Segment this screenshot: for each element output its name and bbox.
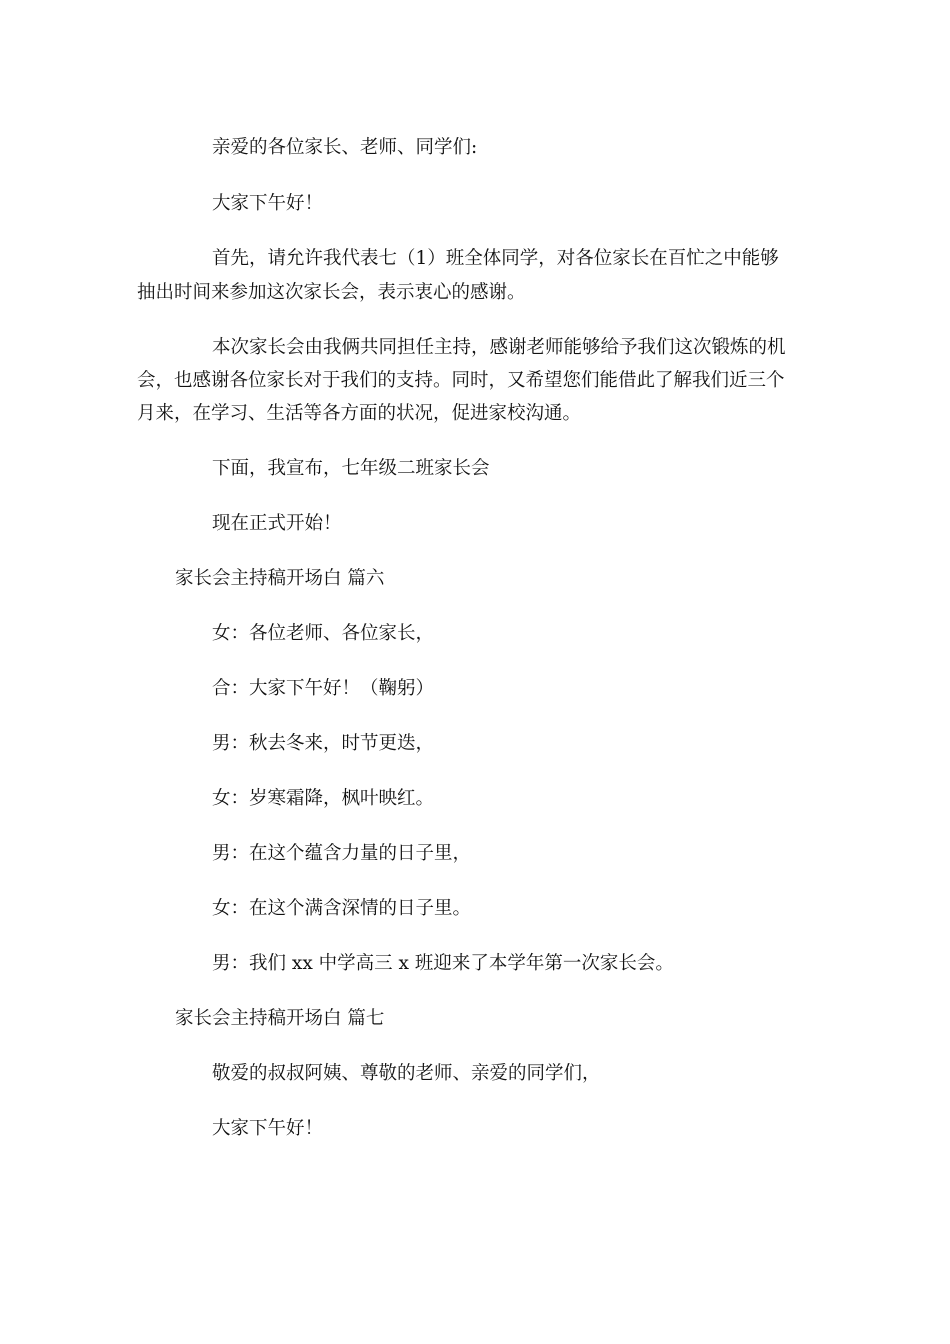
section-heading-7: 家长会主持稿开场白 篇七	[175, 1008, 385, 1029]
dialogue-line: 合：大家下午好！（鞠躬）	[212, 678, 435, 699]
dialogue-line: 女：在这个满含深情的日子里。	[212, 898, 472, 919]
dialogue-line: 女：岁寒霜降，枫叶映红。	[212, 788, 435, 809]
host-paragraph-line-3: 月来，在学习、生活等各方面的状况，促进家校沟通。	[137, 403, 582, 424]
closing-hello: 大家下午好！	[212, 1118, 324, 1139]
host-paragraph-line-2: 会，也感谢各位家长对于我们的支持。同时，又希望您们能借此了解我们近三个	[137, 370, 785, 391]
dialogue-line: 男：在这个蕴含力量的日子里，	[212, 843, 472, 864]
start-text: 现在正式开始！	[212, 513, 342, 534]
thanks-paragraph-line-2: 抽出时间来参加这次家长会，表示衷心的感谢。	[137, 282, 526, 303]
host-paragraph-line-1: 本次家长会由我俩共同担任主持，感谢老师能够给予我们这次锻炼的机	[212, 337, 786, 358]
address-text: 敬爱的叔叔阿姨、尊敬的老师、亲爱的同学们，	[212, 1063, 601, 1084]
dialogue-line: 男：我们 xx 中学高三 x 班迎来了本学年第一次家长会。	[212, 953, 674, 974]
thanks-paragraph-line-1: 首先，请允许我代表七（1）班全体同学，对各位家长在百忙之中能够	[212, 248, 779, 269]
dialogue-line: 女：各位老师、各位家长，	[212, 623, 435, 644]
dialogue-line: 男：秋去冬来，时节更迭，	[212, 733, 435, 754]
greeting-text: 亲爱的各位家长、老师、同学们:	[212, 137, 478, 158]
announce-text: 下面，我宣布，七年级二班家长会	[212, 458, 490, 479]
section-heading-6: 家长会主持稿开场白 篇六	[175, 568, 385, 589]
greeting-hello: 大家下午好！	[212, 193, 324, 214]
